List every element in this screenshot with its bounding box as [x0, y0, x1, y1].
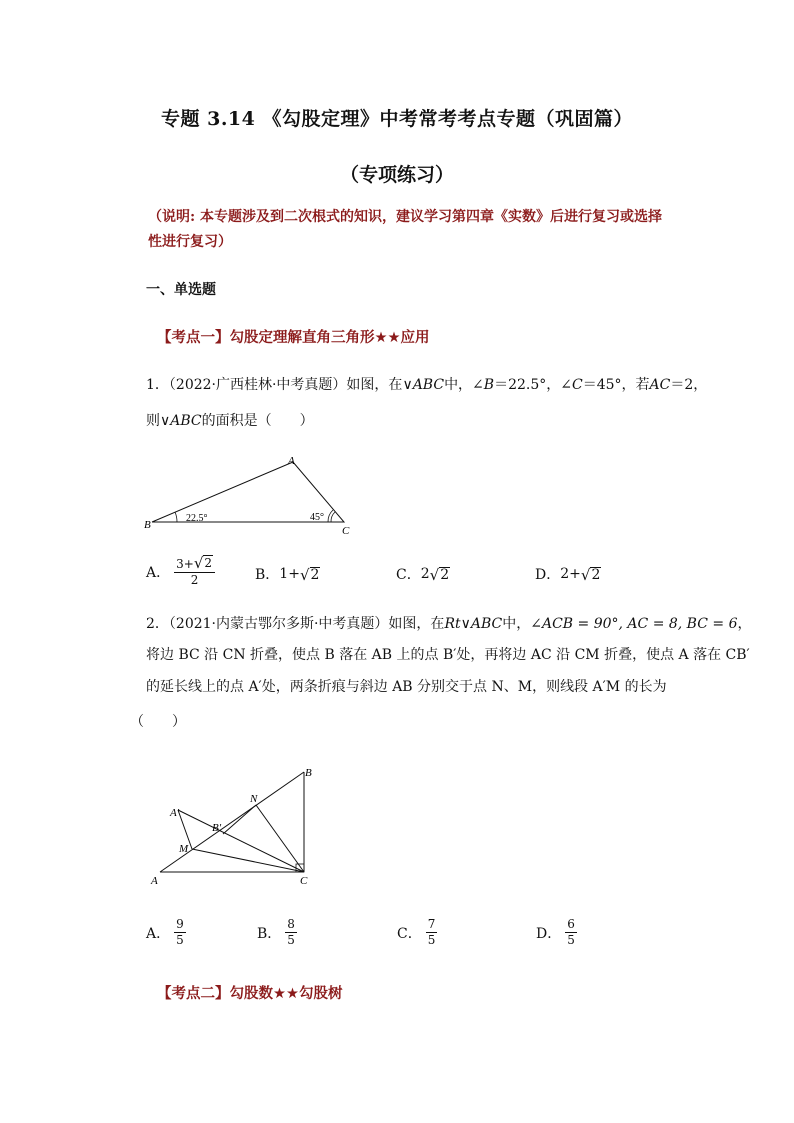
line-ca1 [178, 810, 304, 872]
sqrt-icon: √ 2 [429, 565, 450, 584]
section-heading: 一、单选题 [146, 282, 216, 298]
page-title: 专题 3.14 《勾股定理》中考常考考点专题（巩固篇） [160, 108, 633, 130]
question-1-line-2: 则∨ABC的面积是（ ） [146, 413, 314, 429]
vertex-label-b: B [144, 519, 151, 531]
label-b-prime: B′ [212, 822, 222, 834]
label-a: A [151, 875, 158, 887]
q1-option-d[interactable]: D． 2+ √ 2 [535, 565, 601, 584]
triangle-figure-1 [140, 450, 360, 540]
question-2-line-4: （ ） [130, 714, 186, 730]
option-d-fraction: $\frac{6}{5}$ [567, 917, 575, 947]
q1-option-b[interactable]: B． 1+ √ 2 [255, 565, 320, 584]
option-a-fraction: $\frac{9}{5}$ [176, 917, 184, 947]
option-b-fraction: $\frac{8}{5}$ [287, 917, 295, 947]
label-b: B [305, 767, 312, 779]
fold-cm [192, 849, 304, 872]
sqrt-icon: √ 2 [580, 565, 601, 584]
angle-c-arc [331, 512, 335, 522]
angle-b-arc [175, 512, 177, 522]
q1-option-c[interactable]: C． 2 √ 2 [396, 565, 450, 584]
label-n: N [250, 793, 258, 805]
fold-figure-2 [145, 760, 325, 890]
sqrt-icon: √ 2 [299, 565, 320, 584]
q1-option-a[interactable]: A． 3+ √ 2 2 [146, 555, 215, 588]
question-1-line-1: 1．（2022·广西桂林·中考真题）如图，在∨ABC中，∠B＝22.5°，∠C＝45°，若AC＝2， [146, 377, 708, 393]
angle-label-c: 45° [310, 512, 324, 523]
q2-option-c[interactable]: C． $\frac{7}{5}$ [397, 917, 436, 947]
option-c-fraction: $\frac{7}{5}$ [427, 917, 436, 947]
question-2-line-3: 的延长线上的点 A′处，两条折痕与斜边 AB 分别交于点 N、M，则线段 A′M 的长为 [146, 679, 667, 695]
label-a-prime: A′ [170, 807, 180, 819]
label-c: C [300, 875, 308, 887]
line-nb1 [223, 805, 256, 834]
q2-option-d[interactable]: D． $\frac{6}{5}$ [536, 917, 575, 947]
question-2-line-2: 将边 BC 沿 CN 折叠，使点 B 落在 AB 上的点 B′处，再将边 AC 沿 CM 折叠，使点 A 落在 CB′ [146, 647, 750, 663]
kaodian-heading-1: 【考点一】勾股定理解直角三角形★★应用 [157, 330, 430, 346]
q2-option-a[interactable]: A． $\frac{9}{5}$ [146, 917, 184, 947]
vertex-label-a: A [288, 455, 295, 467]
note-text: （说明: 本专题涉及到二次根式的知识，建议学习第四章《实数》后进行复习或选择性进行复习） [148, 209, 663, 250]
q2-option-b[interactable]: B． $\frac{8}{5}$ [257, 917, 295, 947]
fold-cn [256, 805, 304, 872]
angle-label-b: 22.5° [186, 513, 208, 524]
vertex-label-c: C [342, 525, 350, 537]
question-2-line-1: 2．（2021·内蒙古鄂尔多斯·中考真题）如图，在Rt∨ABC中，∠ACB = 90°, AC = 8, BC = 6， [146, 616, 752, 632]
option-a-fraction: 3+ √ 2 2 [174, 555, 215, 588]
label-m: M [179, 843, 189, 855]
kaodian-heading-2: 【考点二】勾股数★★勾股树 [157, 986, 343, 1002]
page-subtitle: （专项练习） [339, 164, 454, 186]
